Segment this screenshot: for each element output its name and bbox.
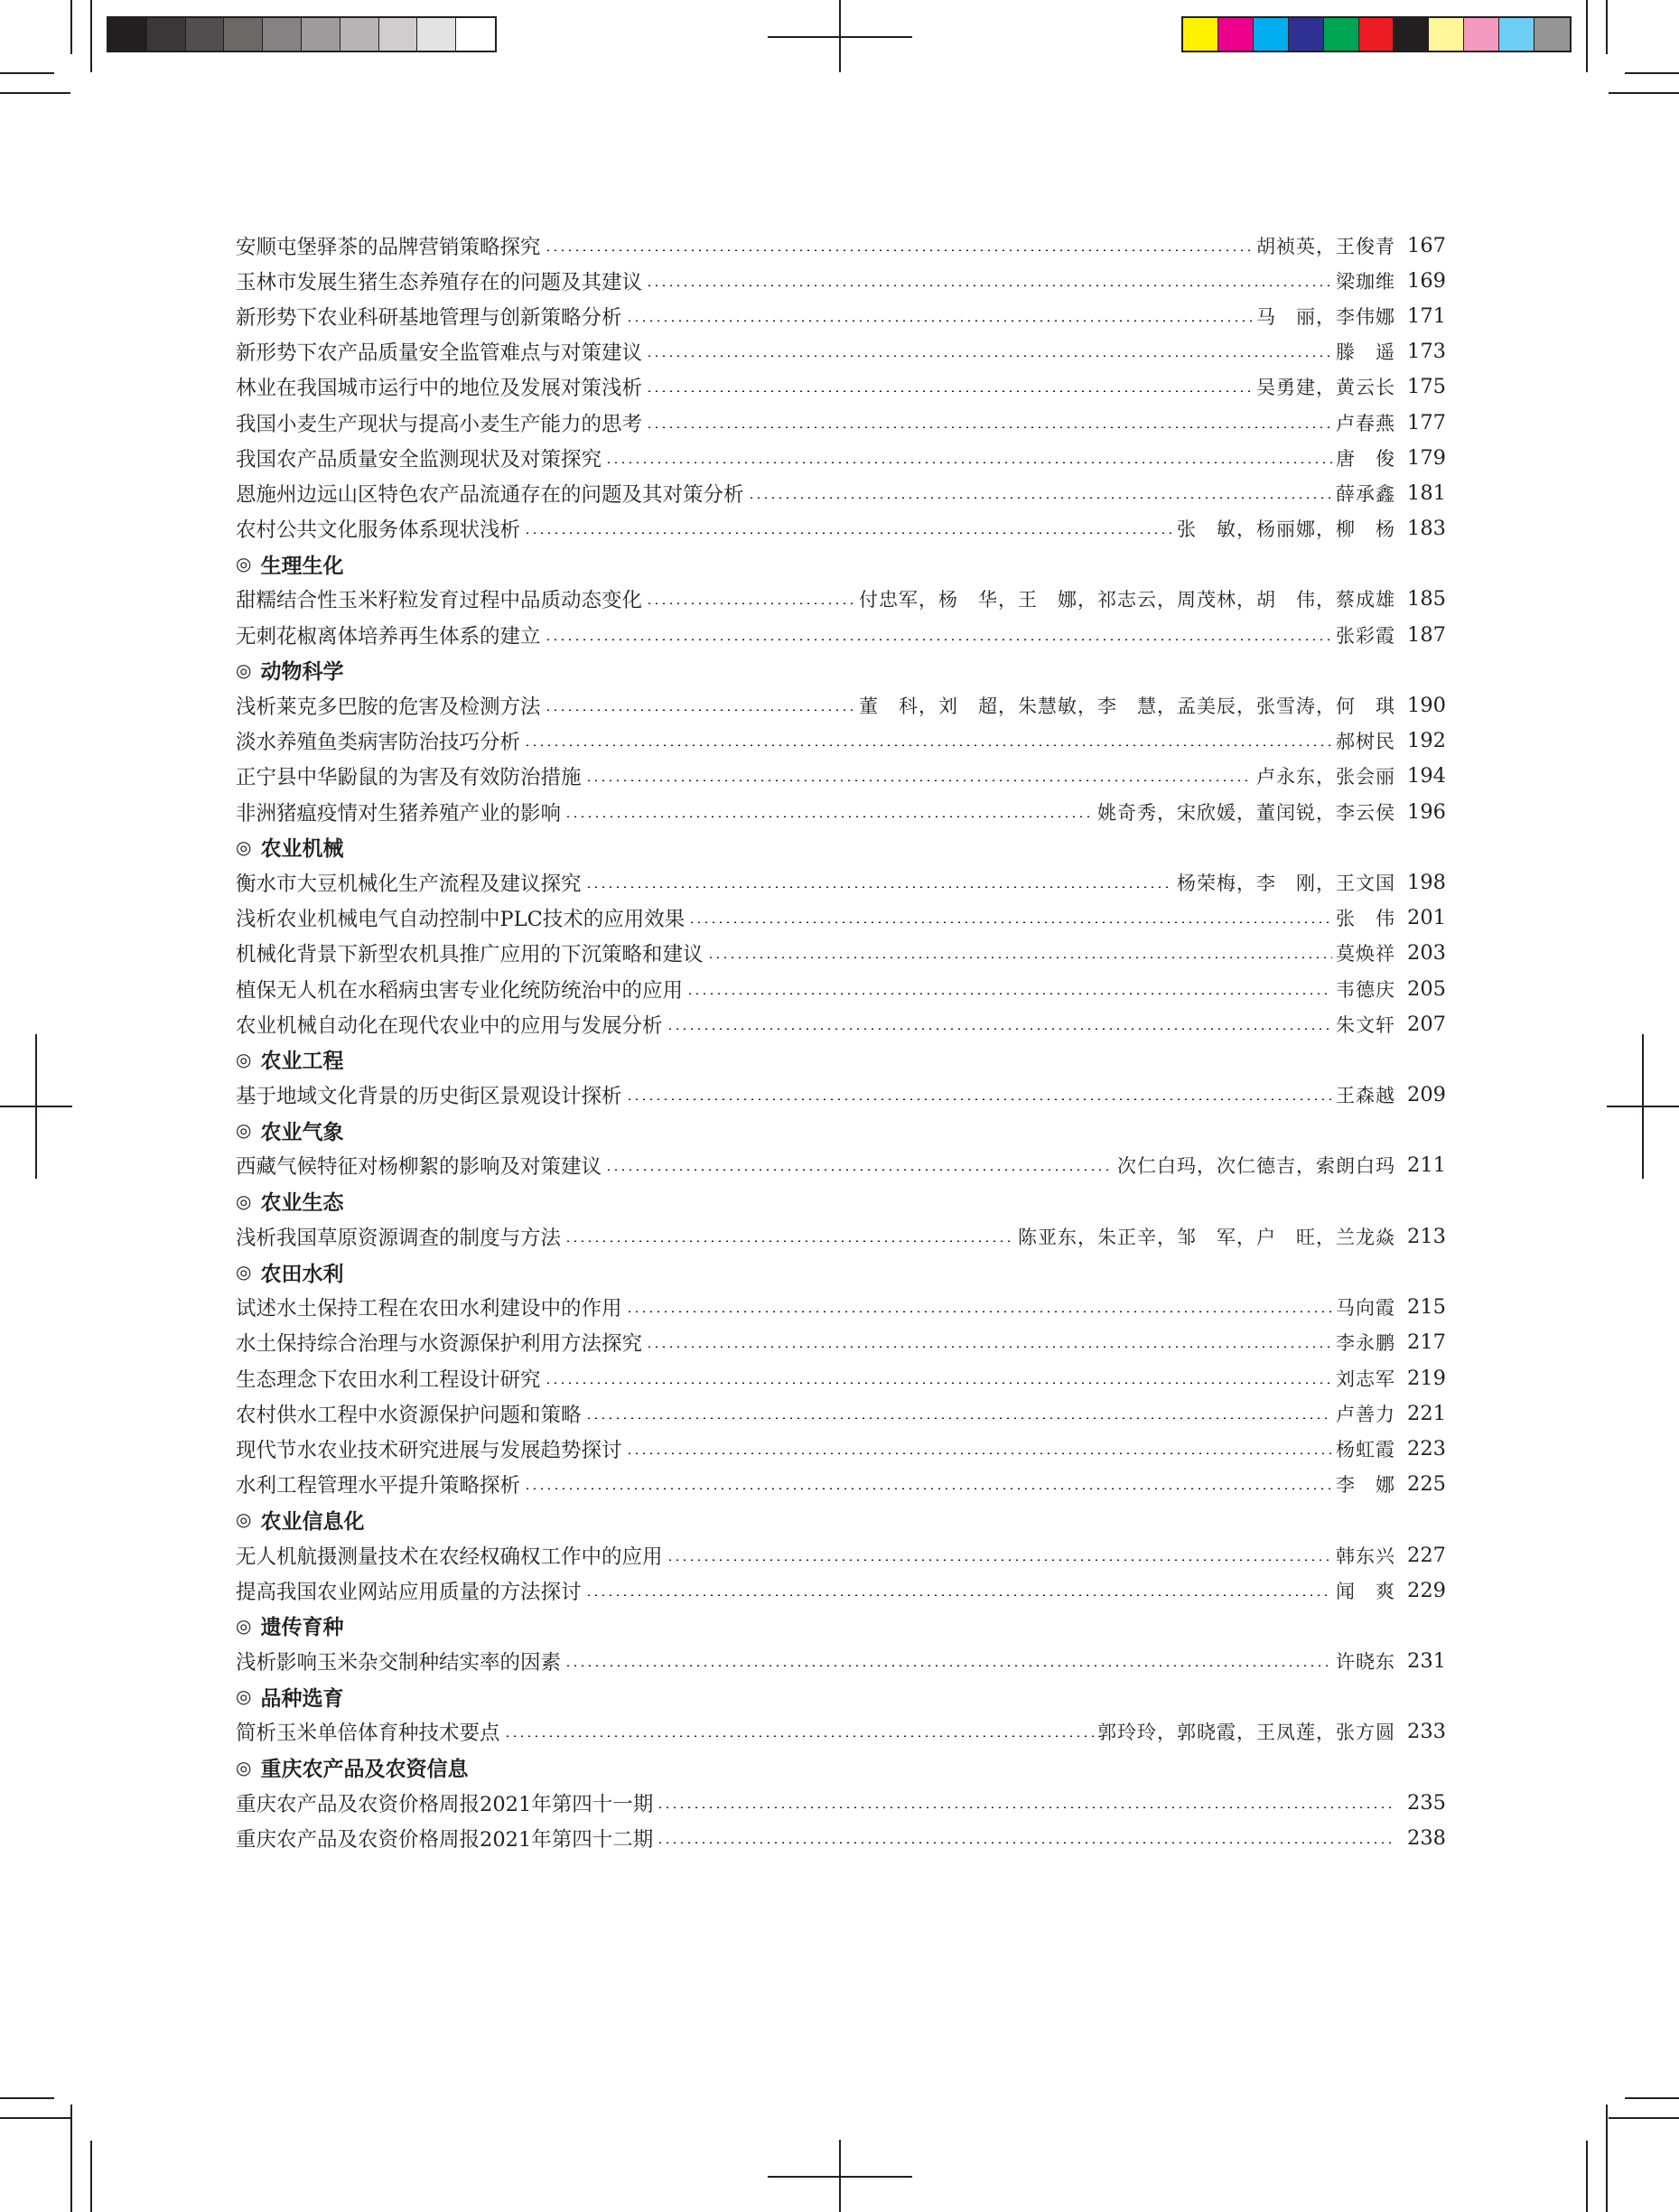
page-number: 179	[1407, 445, 1446, 470]
article-title: 重庆农产品及农资价格周报2021年第四十一期	[236, 1792, 654, 1816]
color-swatch	[379, 18, 418, 51]
toc-entry[interactable]	[236, 369, 1446, 405]
dot-leader	[564, 816, 1094, 817]
section-heading	[236, 1183, 1446, 1218]
color-swatch	[263, 18, 302, 51]
crop-mark	[0, 2097, 54, 2099]
dot-leader	[657, 1842, 1392, 1843]
crop-mark	[1609, 92, 1679, 94]
article-title: 衡水市大豆机械化生产流程及建议探究	[236, 872, 582, 896]
dot-leader	[626, 1098, 1332, 1100]
article-authors: 许晓东	[1336, 1651, 1395, 1674]
dot-leader	[646, 602, 855, 604]
page-number: 177	[1407, 410, 1446, 434]
article-authors: 吴勇建，黄云长	[1256, 377, 1395, 399]
section-title: 遗传育种	[260, 1616, 344, 1640]
article-authors: 杨虹霞	[1336, 1438, 1395, 1461]
article-authors: 李永鹏	[1336, 1332, 1395, 1355]
color-swatch	[417, 18, 456, 51]
crop-mark	[1625, 72, 1679, 74]
article-authors: 卢善力	[1336, 1403, 1395, 1425]
section-title: 生理生化	[260, 554, 344, 578]
section-bullet-icon: ◎	[236, 1756, 252, 1778]
article-authors: 韩东兴	[1336, 1545, 1395, 1567]
dot-leader	[585, 1417, 1332, 1419]
article-authors: 韦德庆	[1336, 978, 1395, 1001]
toc-entry[interactable]	[236, 1467, 1446, 1502]
toc-entry[interactable]	[236, 511, 1446, 546]
page-number: 238	[1407, 1826, 1446, 1851]
crop-mark	[0, 92, 70, 94]
toc-entry[interactable]	[236, 1537, 1446, 1573]
article-authors: 张 伟	[1336, 908, 1395, 930]
article-title: 现代节水农业技术研究进展与发展趋势探讨	[236, 1438, 622, 1462]
page-number: 198	[1407, 870, 1446, 894]
color-swatch	[302, 18, 340, 51]
dot-leader	[524, 744, 1332, 746]
section-title: 动物科学	[260, 660, 344, 685]
page-number: 215	[1407, 1295, 1446, 1320]
article-title: 浅析农业机械电气自动控制中PLC技术的应用效果	[236, 908, 686, 932]
section-title: 品种选育	[260, 1686, 344, 1711]
crop-mark	[1606, 2105, 1608, 2212]
toc-entry[interactable]	[236, 334, 1446, 369]
article-authors: 次仁白玛，次仁德吉，索朗白玛	[1117, 1155, 1395, 1178]
crop-mark	[1609, 2117, 1679, 2119]
page-number: 225	[1407, 1472, 1446, 1497]
crop-mark	[1625, 2097, 1679, 2099]
color-swatch	[108, 18, 147, 51]
article-title: 简析玉米单倍体育种技术要点	[236, 1722, 500, 1746]
article-title: 浅析影响玉米杂交制种结实率的因素	[236, 1651, 562, 1675]
dot-leader	[657, 1806, 1392, 1808]
toc-entry[interactable]	[236, 1573, 1446, 1608]
section-bullet-icon: ◎	[236, 553, 252, 575]
dot-leader	[545, 249, 1253, 251]
registration-mark-top	[768, 0, 912, 72]
dot-leader	[646, 426, 1332, 428]
dot-leader	[504, 1735, 1094, 1737]
section-title: 农业信息化	[260, 1509, 365, 1534]
article-authors: 张彩霞	[1336, 624, 1395, 647]
toc-entry[interactable]	[236, 405, 1446, 440]
page-number: 235	[1407, 1790, 1446, 1815]
color-swatch	[1183, 18, 1218, 51]
article-title: 新形势下农产品质量安全监管难点与对策建议	[236, 341, 643, 366]
article-title: 机械化背景下新型农机具推广应用的下沉策略和建议	[236, 943, 704, 967]
grayscale-calibration-bar	[107, 16, 497, 52]
crop-mark	[1606, 0, 1608, 54]
dot-leader	[646, 355, 1332, 357]
article-authors: 郭玲玲，郭晓霞，王凤莲，张方圆	[1097, 1722, 1395, 1744]
article-title: 水土保持综合治理与水资源保护利用方法探究	[236, 1332, 643, 1357]
dot-leader	[585, 779, 1253, 781]
section-bullet-icon: ◎	[236, 658, 252, 681]
crop-mark	[90, 0, 92, 72]
article-title: 农业机械自动化在现代农业中的应用与发展分析	[236, 1013, 663, 1038]
toc-entry[interactable]	[236, 971, 1446, 1006]
toc-entry[interactable]	[236, 687, 1446, 723]
toc-entry[interactable]	[236, 298, 1446, 333]
section-heading	[236, 1679, 1446, 1714]
page-number: 169	[1407, 268, 1446, 293]
registration-mark-left	[0, 1034, 72, 1179]
article-authors: 马 丽，李伟娜	[1256, 305, 1395, 328]
section-bullet-icon: ◎	[236, 1119, 252, 1142]
dot-leader	[646, 285, 1332, 286]
toc-entry[interactable]	[236, 263, 1446, 298]
dot-leader	[748, 497, 1332, 499]
article-authors: 唐 俊	[1336, 447, 1395, 470]
toc-entry[interactable]	[236, 759, 1446, 794]
article-title: 正宁县中华鼢鼠的为害及有效防治措施	[236, 766, 582, 790]
toc-entry[interactable]	[236, 1785, 1446, 1820]
section-heading	[236, 829, 1446, 864]
article-title: 浅析莱克多巴胺的危害及检测方法	[236, 695, 541, 720]
article-title: 提高我国农业网站应用质量的方法探讨	[236, 1580, 582, 1604]
section-bullet-icon: ◎	[236, 1261, 252, 1283]
dot-leader	[545, 1382, 1332, 1384]
toc-entry[interactable]	[236, 440, 1446, 475]
article-title: 重庆农产品及农资价格周报2021年第四十二期	[236, 1828, 654, 1853]
toc-entry[interactable]	[236, 1714, 1446, 1750]
crop-mark	[1586, 0, 1588, 72]
crop-mark	[70, 0, 72, 54]
table-of-contents	[236, 228, 1446, 1856]
dot-leader	[686, 993, 1332, 994]
dot-leader	[564, 1240, 1014, 1242]
dot-leader	[646, 390, 1253, 392]
toc-entry[interactable]	[236, 1218, 1446, 1254]
article-title: 玉林市发展生猪生态养殖存在的问题及其建议	[236, 270, 643, 294]
color-swatch	[1254, 18, 1289, 51]
article-authors: 卢春燕	[1336, 412, 1395, 434]
page-number: 185	[1407, 587, 1446, 611]
article-authors: 刘志军	[1336, 1367, 1395, 1390]
dot-leader	[667, 1559, 1332, 1561]
page-number: 211	[1407, 1153, 1446, 1178]
article-authors: 张 敏，杨丽娜，柳 杨	[1177, 518, 1395, 541]
article-title: 安顺屯堡驿茶的品牌营销策略探究	[236, 235, 541, 259]
article-title: 农村供水工程中水资源保护问题和策略	[236, 1403, 582, 1427]
article-title: 无刺花椒离体培养再生体系的建立	[236, 624, 541, 649]
page-number: 231	[1407, 1649, 1446, 1674]
color-swatch	[224, 18, 263, 51]
color-swatch	[1464, 18, 1499, 51]
article-title: 我国小麦生产现状与提高小麦生产能力的思考	[236, 412, 643, 436]
section-bullet-icon: ◎	[236, 1614, 252, 1637]
toc-entry[interactable]	[236, 1006, 1446, 1041]
article-title: 林业在我国城市运行中的地位及发展对策浅析	[236, 377, 643, 401]
section-heading	[236, 546, 1446, 582]
toc-entry[interactable]	[236, 1290, 1446, 1325]
article-authors: 王森越	[1336, 1085, 1395, 1107]
section-heading	[236, 1608, 1446, 1643]
color-swatch	[1534, 18, 1570, 51]
page-number: 219	[1407, 1366, 1446, 1390]
dot-leader	[585, 1594, 1332, 1596]
article-title: 新形势下农业科研基地管理与创新策略分析	[236, 305, 622, 330]
toc-entry[interactable]	[236, 1820, 1446, 1855]
article-title: 淡水养殖鱼类病害防治技巧分析	[236, 731, 521, 755]
toc-entry[interactable]	[236, 794, 1446, 829]
dot-leader	[524, 1488, 1332, 1489]
color-calibration-bar	[1181, 16, 1572, 52]
page-number: 229	[1407, 1578, 1446, 1602]
color-swatch	[1429, 18, 1464, 51]
section-title: 重庆农产品及农资信息	[260, 1758, 469, 1782]
article-title: 农村公共文化服务体系现状浅析	[236, 518, 521, 543]
toc-entry[interactable]	[236, 475, 1446, 510]
crop-mark	[0, 72, 54, 74]
registration-mark-bottom	[768, 2140, 912, 2212]
dot-leader	[626, 1452, 1332, 1454]
article-authors: 闻 爽	[1336, 1580, 1395, 1602]
page-number: 205	[1407, 976, 1446, 1001]
color-swatch	[186, 18, 225, 51]
page-number: 192	[1407, 729, 1446, 753]
article-title: 植保无人机在水稻病虫害专业化统防统治中的应用	[236, 978, 684, 1003]
article-authors: 董 科，刘 超，朱慧敏，李 慧，孟美辰，张雪涛，何 琪	[859, 695, 1395, 718]
dot-leader	[626, 320, 1253, 322]
color-swatch	[1218, 18, 1254, 51]
page-number: 233	[1407, 1720, 1446, 1744]
page-number: 221	[1407, 1401, 1446, 1425]
section-heading	[236, 1254, 1446, 1289]
crop-mark	[0, 2117, 70, 2119]
dot-leader	[545, 639, 1332, 640]
section-bullet-icon: ◎	[236, 1685, 252, 1708]
dot-leader	[626, 1311, 1332, 1312]
article-title: 非洲猪瘟疫情对生猪养殖产业的影响	[236, 801, 562, 826]
section-heading	[236, 652, 1446, 687]
crop-mark	[70, 2105, 72, 2212]
section-title: 农业气象	[260, 1120, 344, 1144]
page-number: 196	[1407, 799, 1446, 824]
article-authors: 朱文轩	[1336, 1013, 1395, 1036]
article-authors: 李 娜	[1336, 1474, 1395, 1497]
toc-entry[interactable]	[236, 582, 1446, 617]
article-title: 甜糯结合性玉米籽粒发育过程中品质动态变化	[236, 589, 643, 613]
toc-entry[interactable]	[236, 1395, 1446, 1431]
article-title: 无人机航摄测量技术在农经权确权工作中的应用	[236, 1545, 663, 1569]
article-authors: 滕 遥	[1336, 341, 1395, 364]
article-title: 我国农产品质量安全监测现状及对策探究	[236, 447, 602, 471]
color-swatch	[1359, 18, 1395, 51]
article-title: 西藏气候特征对杨柳絮的影响及对策建议	[236, 1155, 602, 1180]
dot-leader	[564, 1665, 1332, 1666]
color-swatch	[147, 18, 186, 51]
page-number: 173	[1407, 340, 1446, 364]
crop-mark	[90, 2141, 92, 2212]
section-title: 农业工程	[260, 1050, 344, 1074]
toc-entry[interactable]	[236, 864, 1446, 900]
dot-leader	[667, 1028, 1332, 1030]
dot-leader	[524, 532, 1173, 534]
section-bullet-icon: ◎	[236, 1048, 252, 1070]
page-number: 227	[1407, 1543, 1446, 1567]
article-authors: 梁珈维	[1336, 270, 1395, 293]
page-number: 181	[1407, 481, 1446, 505]
dot-leader	[605, 1169, 1114, 1171]
page-number: 183	[1407, 517, 1446, 541]
dot-leader	[545, 709, 855, 711]
dot-leader	[605, 462, 1332, 463]
article-authors: 胡祯英，王俊青	[1256, 235, 1395, 257]
section-bullet-icon: ◎	[236, 1508, 252, 1531]
page-number: 194	[1407, 764, 1446, 789]
color-swatch	[1324, 18, 1359, 51]
page-number: 171	[1407, 303, 1446, 328]
article-authors: 莫焕祥	[1336, 943, 1395, 966]
color-swatch	[340, 18, 379, 51]
article-authors: 薛承鑫	[1336, 482, 1395, 505]
article-title: 试述水土保持工程在农田水利建设中的作用	[236, 1297, 622, 1321]
page-number: 207	[1407, 1012, 1446, 1036]
article-authors: 陈亚东，朱正辛，邹 军，户 旺，兰龙焱	[1018, 1226, 1395, 1248]
section-title: 农田水利	[260, 1262, 344, 1286]
toc-entry[interactable]	[236, 936, 1446, 971]
article-authors: 杨荣梅，李 刚，王文国	[1177, 872, 1395, 894]
page-number: 203	[1407, 941, 1446, 966]
toc-entry[interactable]	[236, 228, 1446, 263]
crop-mark	[1586, 2141, 1588, 2212]
section-title: 农业生态	[260, 1191, 344, 1216]
page-number: 201	[1407, 906, 1446, 930]
dot-leader	[646, 1346, 1332, 1348]
article-authors: 马向霞	[1336, 1297, 1395, 1320]
dot-leader	[585, 886, 1173, 888]
article-authors: 姚奇秀，宋欣媛，董闰锐，李云侯	[1097, 801, 1395, 824]
page-number: 217	[1407, 1330, 1446, 1355]
dot-leader	[688, 921, 1332, 923]
section-title: 农业机械	[260, 837, 344, 862]
section-bullet-icon: ◎	[236, 1190, 252, 1212]
toc-entry[interactable]	[236, 1431, 1446, 1466]
section-heading	[236, 1750, 1446, 1785]
page-number: 167	[1407, 233, 1446, 257]
color-swatch	[456, 18, 495, 51]
section-heading	[236, 1113, 1446, 1148]
article-title: 水利工程管理水平提升策略探析	[236, 1474, 521, 1498]
section-heading	[236, 1502, 1446, 1537]
toc-entry[interactable]	[236, 1148, 1446, 1183]
page-number: 223	[1407, 1436, 1446, 1461]
dot-leader	[707, 957, 1332, 958]
color-swatch	[1499, 18, 1534, 51]
toc-entry[interactable]	[236, 617, 1446, 652]
article-authors: 付忠军，杨 华，王 娜，祁志云，周茂林，胡 伟，蔡成雄	[859, 589, 1395, 611]
page-number: 175	[1407, 375, 1446, 399]
section-heading	[236, 1041, 1446, 1077]
toc-entry[interactable]	[236, 1360, 1446, 1395]
toc-entry[interactable]	[236, 1325, 1446, 1360]
page-number: 209	[1407, 1083, 1446, 1107]
article-title: 浅析我国草原资源调查的制度与方法	[236, 1226, 562, 1250]
section-bullet-icon: ◎	[236, 835, 252, 858]
article-title: 生态理念下农田水利工程设计研究	[236, 1367, 541, 1392]
toc-entry[interactable]	[236, 723, 1446, 759]
article-authors: 郝树民	[1336, 731, 1395, 753]
article-authors: 卢永东，张会丽	[1256, 766, 1395, 789]
toc-entry[interactable]	[236, 1644, 1446, 1679]
registration-mark-right	[1607, 1034, 1679, 1179]
color-swatch	[1394, 18, 1429, 51]
article-title: 恩施州边远山区特色农产品流通存在的问题及其对策分析	[236, 482, 744, 507]
article-title: 基于地域文化背景的历史街区景观设计探析	[236, 1085, 622, 1109]
page-number: 213	[1407, 1224, 1446, 1248]
toc-entry[interactable]	[236, 901, 1446, 936]
color-swatch	[1289, 18, 1324, 51]
toc-entry[interactable]	[236, 1078, 1446, 1113]
page-number: 187	[1407, 622, 1446, 647]
page-number: 190	[1407, 694, 1446, 718]
